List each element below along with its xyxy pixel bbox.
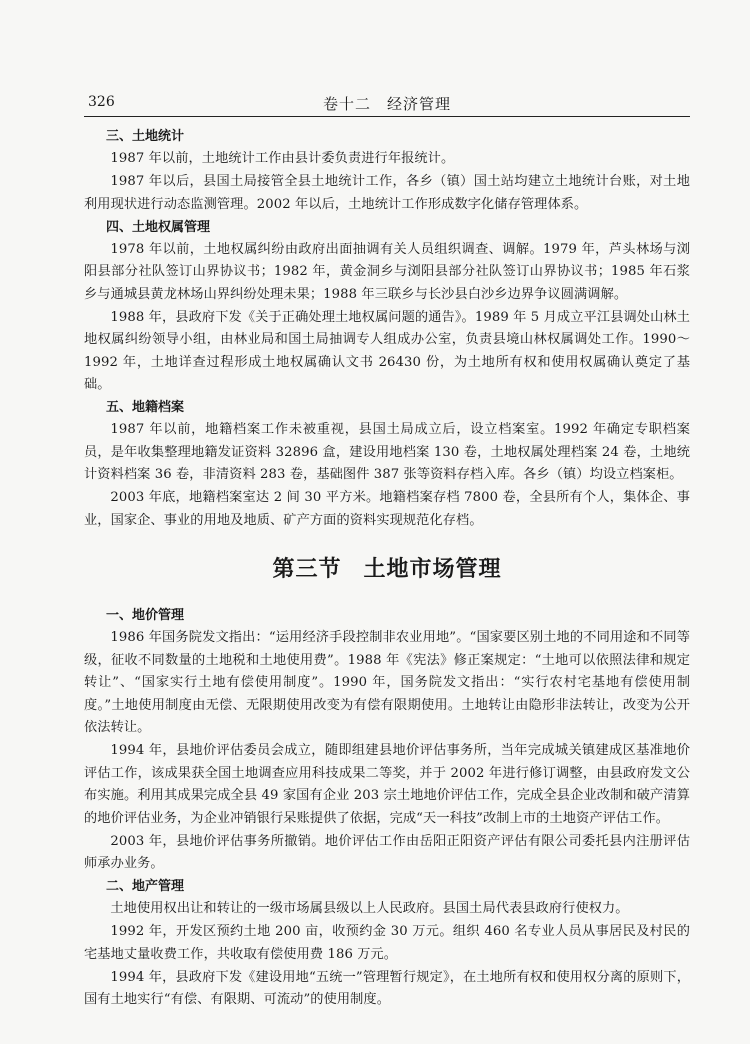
page-body [84, 126, 690, 1012]
paragraph: 1994 年，县地价评估委员会成立，随即组建县地价评估事务所，当年完成城关镇建成区基准地价评估工作，该成果获全国土地调查应用科技成果二等奖，并于 2002 年进行修订调整，由县政府发文公布实施。利用其成果完成全县 49 家国有企业 203 宗土地地价评估工作，完成全县企业改制和破产清算的地价评估业务，为企业冲销银行呆账提供了依据，完成“天一科技”改制上市的土地资产评估工作。 [84, 743, 690, 826]
section-number: 第三节 [272, 557, 342, 582]
paragraph: 2003 年底，地籍档案室达 2 间 30 平方米。地籍档案存档 7800 卷，全县所有个人，集体企、事业，国家企、事业的用地及地质、矿产方面的资料实现规范化存档。 [84, 490, 690, 528]
paragraph: 1978 年以前，土地权属纠纷由政府出面抽调有关人员组织调查、调解。1979 年，芦头林场与浏阳县部分社队签订山界协议书；1982 年，黄金洞乡与浏阳县部分社队签订山界协议书；1985 年石浆乡与通城县黄龙林场山界纠纷处理未果；1988 年三联乡与长沙县白沙乡边界争议圆满调解。 [84, 241, 690, 302]
paragraph: 1992 年，开发区预约土地 200 亩，收预约金 30 万元。组织 460 名专业人员从事居民及村民的宅基地丈量收费工作，共收取有偿使用费 186 万元。 [84, 924, 690, 962]
paragraph: 1987 年以前，土地统计工作由县计委负责进行年报统计。 [110, 151, 455, 166]
paragraph: 2003 年，县地价评估事务所撤销。地价评估工作由岳阳正阳资产评估有限公司委托县内注册评估师承办业务。 [84, 833, 690, 871]
paragraph: 1987 年以后，县国土局接管全县土地统计工作，各乡（镇）国土站均建立土地统计台账，对土地利用现状进行动态监测管理。2002 年以后，土地统计工作形成数字化储存管理体系。 [84, 174, 690, 212]
page-number: 326 [88, 94, 115, 110]
heading-land-ownership: 四、土地权属管理 [106, 219, 211, 235]
paragraph: 1994 年，县政府下发《建设用地“五统一”管理暂行规定》，在土地所有权和使用权分离的原则下，国有土地实行“有偿、有限期、可流动”的使用制度。 [84, 969, 690, 1007]
running-title: 卷十二 经济管理 [322, 95, 451, 113]
heading-real-estate: 二、地产管理 [106, 879, 185, 894]
section-title [84, 552, 690, 583]
page-header [84, 88, 690, 117]
paragraph: 1987 年以前，地籍档案工作未被重视，县国土局成立后，设立档案室。1992 年确定专职档案员，是年收集整理地籍发证资料 32896 盒，建设用地档案 130 卷，土地权属处理档案 24 卷，土地统计资料档案 36 卷，非清资料 283 卷，基础图件 387 张等资料存档入库。各乡（镇）均设立档案柜。 [84, 422, 690, 482]
paragraph: 1988 年，县政府下发《关于正确处理土地权属问题的通告》。1989 年 5 月成立平江县调处山林土地权属纠纷领导小组，由林业局和国土局抽调专人组成办公室，负责县境山林权属调处工作。1990～1992 年，土地详查过程形成土地权属确认文书 26430 份，为土地所有权和使用权属确认奠定了基础。 [84, 309, 690, 392]
heading-land-price: 一、地价管理 [106, 608, 185, 623]
heading-cadastral-archives: 五、地籍档案 [106, 400, 185, 415]
heading-land-statistics: 三、土地统计 [106, 129, 185, 144]
section-name: 土地市场管理 [363, 557, 502, 582]
paragraph: 土地使用权出让和转让的一级市场属县级以上人民政府。县国土局代表县政府行使权力。 [110, 901, 629, 916]
paragraph: 1986 年国务院发文指出：“运用经济手段控制非农业用地”。“国家要区别土地的不同用途和不同等级，征收不同数量的土地税和土地使用费”。1988 年《宪法》修正案规定：“土地可以依照法律和规定转让”、“国家实行土地有偿使用制度”。1990 年，国务院发文指出：“实行农村宅基地有偿使用制度。”土地使用制度由无偿、无限期使用改变为有偿有限期使用。土地转让由隐形非法转让，改变为公开依法转让。 [84, 630, 690, 735]
